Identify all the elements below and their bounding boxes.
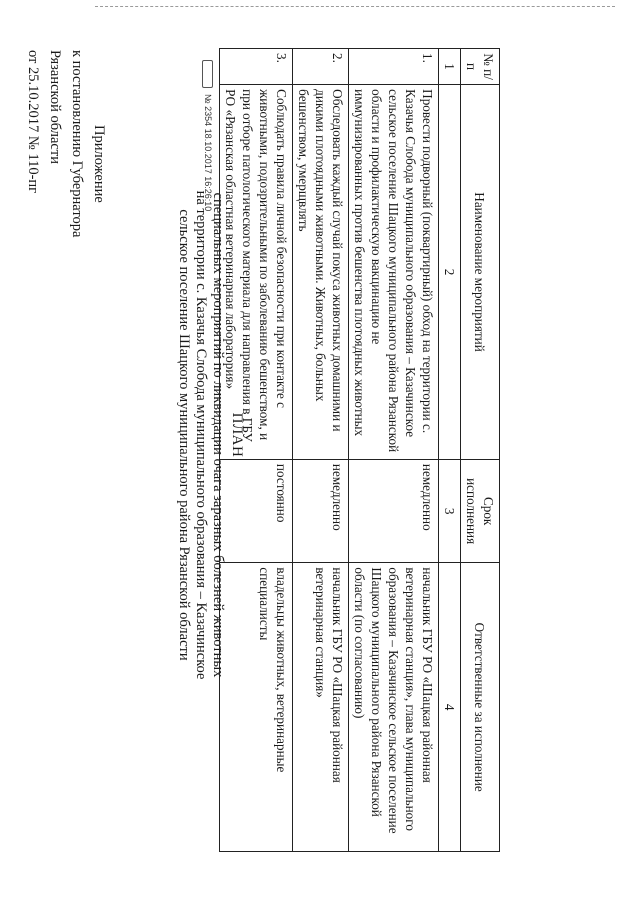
appendix-block xyxy=(22,50,110,330)
cell-responsible: владельцы животных, ветеринарные специалисты xyxy=(220,563,293,852)
cell-deadline: немедленно xyxy=(293,459,349,562)
column-number: 1 xyxy=(439,49,461,85)
plan-heading: ПЛАН xyxy=(229,412,245,458)
cell-deadline: постоянно xyxy=(220,459,293,562)
table-header-row xyxy=(461,49,500,852)
cell-deadline: немедленно xyxy=(349,459,439,562)
appendix-date-number: от 25.10.2017 № 110-пг xyxy=(25,50,41,194)
cell-num: 1. xyxy=(349,49,439,85)
appendix-resolution: к постановлению Губернатора xyxy=(69,50,85,238)
cell-action: Обследовать каждый случай покуса животных домашними и дикими плотоядными животными. Животных, больных бешенством, умерщвлять xyxy=(293,85,349,460)
column-number: 4 xyxy=(439,563,461,852)
stamp-text: № 2354 18.10.2017 16:26:10 xyxy=(203,94,213,212)
column-header: № п/п xyxy=(461,49,500,85)
table-row xyxy=(293,49,349,852)
column-number: 3 xyxy=(439,459,461,562)
plan-table xyxy=(219,48,500,852)
column-number: 2 xyxy=(439,85,461,460)
rotated-document-content xyxy=(20,0,640,880)
column-header: Наименование мероприятий xyxy=(461,85,500,460)
title-line-3: сельское поселение Шацкого муниципального района Рязанской области xyxy=(176,209,192,661)
table-row xyxy=(349,49,439,852)
registration-stamp xyxy=(202,60,213,480)
cell-num: 2. xyxy=(293,49,349,85)
cell-responsible: начальник ГБУ РО «Шацкая районная ветеринарная станция» xyxy=(293,563,349,852)
cell-action: Соблюдать правила личной безопасности при контакте с животными, подозрительными по заболеванию бешенством, и при отборе патологического материала для направления в ГБУ РО «Рязанская областная ветеринарная лаборатория» xyxy=(220,85,293,460)
column-header: Ответственные за исполнение xyxy=(461,563,500,852)
title-line-2: на территории с. Казачья Слобода муниципального образования – Казачинское xyxy=(193,190,209,680)
stamp-seal-icon xyxy=(202,60,213,88)
appendix-title: Приложение xyxy=(91,125,107,203)
cell-num: 3. xyxy=(220,49,293,85)
table-row xyxy=(220,49,293,852)
title-line-1: специальных мероприятий по ликвидации очага заразных болезней животных xyxy=(210,192,226,678)
cell-responsible: начальник ГБУ РО «Шацкая районная ветеринарная станция», глава муниципального образования – Казачинское сельское поселение Шацкого муниципального района Рязанской области (по согласованию) xyxy=(349,563,439,852)
cell-action: Провести подворный (поквартирный) обход на территории с. Казачья Слобода муниципального образования – Казачинское сельское поселение Шацкого муниципального района Рязанской области и профилактическую вакцинацию не иммунизированных против бешенства плотоядных животных xyxy=(349,85,439,460)
column-number-row xyxy=(439,49,461,852)
appendix-region: Рязанской области xyxy=(47,50,63,164)
column-header: Срок исполнения xyxy=(461,459,500,562)
